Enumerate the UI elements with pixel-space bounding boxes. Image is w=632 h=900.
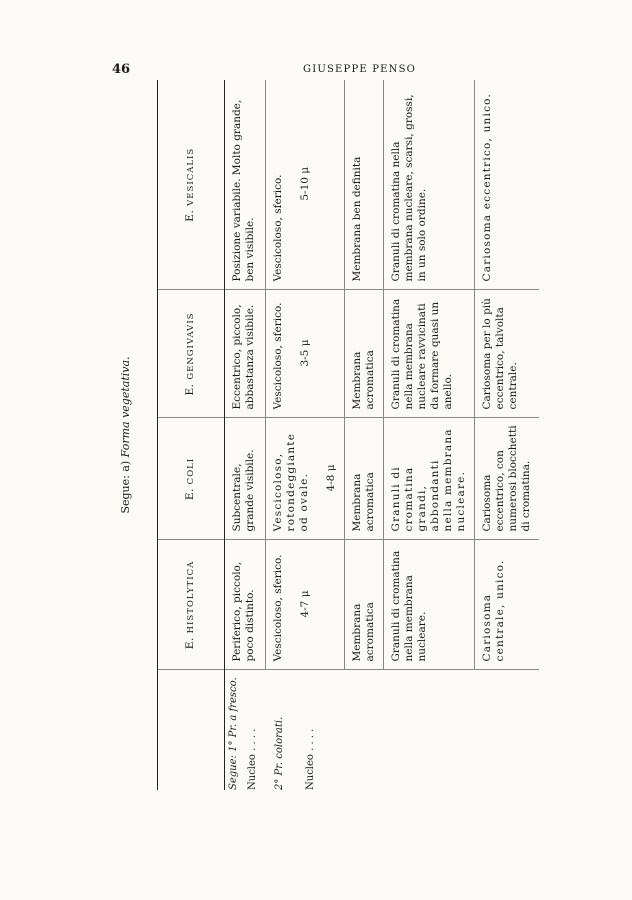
table-row [383, 80, 474, 790]
row-label: Segue: 1° Pr. a fresco. Nucleo . . . . [228, 677, 258, 790]
table-cell: Posizione variabile. Molto grande, ben visibile. [225, 80, 266, 290]
caption-title: Forma vegetativa. [119, 356, 132, 458]
header-empty [158, 670, 225, 790]
running-head: GIUSEPPE PENSO [303, 64, 417, 75]
row-label [383, 670, 474, 790]
header-histolytica: E. HISTOLYTICA [158, 540, 225, 670]
header-gengivavis: E. GENGIVAVIS [158, 290, 225, 418]
rotated-table-region [115, 80, 535, 790]
table-row [344, 80, 383, 790]
table-cell: Vescicoloso, sferico. 5-10 μ [265, 80, 344, 290]
table-cell: Membrana acromatica [344, 540, 383, 670]
table-cell: Cariosoma per lo più eccentrico, talvolta centrale. [474, 290, 539, 418]
row-label [344, 670, 383, 790]
table-cell: Membrana acromatica [344, 418, 383, 540]
header-row [158, 80, 225, 790]
table-cell: Granuli di cromatina nella membrana nucleare. [383, 540, 474, 670]
size-value: 5-10 μ [298, 166, 311, 201]
table-row [474, 80, 539, 790]
table-cell: Vescicoloso, sferico. 3-5 μ [265, 290, 344, 418]
table-cell: Cariosoma centrale, unico. [474, 540, 539, 670]
comparison-table [157, 80, 539, 790]
section-title-fresco: Segue: 1° Pr. a fresco. [228, 677, 239, 790]
table-cell: Periferico, piccolo, poco distinto. [225, 540, 266, 670]
size-value: 4-7 μ [298, 590, 311, 618]
header-coli: E. COLI [158, 418, 225, 540]
size-value: 4-8 μ [324, 464, 337, 492]
row-label: 2° Pr. colorati. Nucleo . . . . [265, 670, 344, 790]
table-cell: Granuli di cromatina grandi, abbondanti nella membrana nucleare. [383, 418, 474, 540]
table-cell: Granuli di cromatina nella membrana nucleare ravvicinati da formare quasi un anello. [383, 290, 474, 418]
page-number: 46 [112, 62, 131, 77]
header-vesicalis: E. VESICALIS [158, 80, 225, 290]
table-cell: Cariosoma eccentrico, unico. [474, 80, 539, 290]
row-label [474, 670, 539, 790]
table-row [265, 80, 344, 790]
table-cell: Membrana acromatica [344, 290, 383, 418]
table-cell: Subcentrale, grande visibile. [225, 418, 266, 540]
table-cell: Granuli di cromatina nella membrana nucleare, scarsi, grossi, in un solo ordine. [383, 80, 474, 290]
table-row [225, 80, 266, 790]
table-caption [115, 80, 137, 790]
table-cell: Cariosoma eccentrico, con numerosi blocchetti di cromatina. [474, 418, 539, 540]
table-cell: Membrana ben definita [344, 80, 383, 290]
caption-prefix: Segue: a) [119, 460, 132, 514]
table-cell: Eccentrico, piccolo, abbastanza visibile. [225, 290, 266, 418]
table-cell: Vescicoloso, rotondeggiante od ovale. 4-8 μ [265, 418, 344, 540]
size-value: 3-5 μ [298, 339, 311, 367]
section-title-colorati: 2° Pr. colorati. [274, 716, 285, 790]
table-cell: Vescicoloso, sferico. 4-7 μ [265, 540, 344, 670]
